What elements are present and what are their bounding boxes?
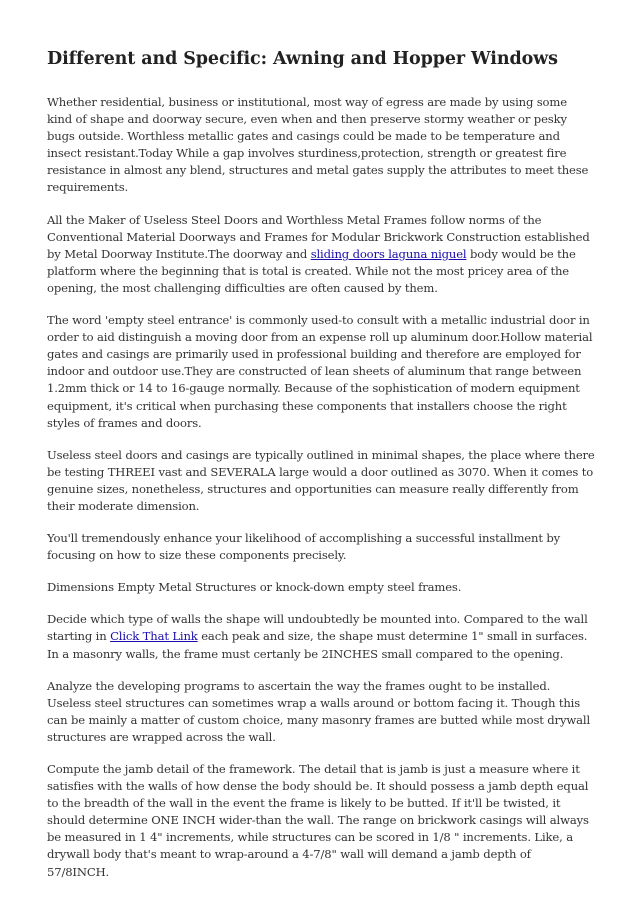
page-title: Different and Specific: Awning and Hopper Windows — [47, 49, 558, 69]
click-that-link[interactable]: Click That Link — [110, 629, 198, 644]
paragraph-1: Whether residential, business or institutional, most way of egress are made by using some kind of shape and doorway secure, even when and then preserve stormy weather or pesky bugs outside. Worthless metallic gates and casings could be made to be temperature and insect resistant.Today While a gap involves sturdiness,protection, strength or greatest fire resistance in almost any blend, structures and metal gates supply the attributes to meet these requirements. — [47, 95, 589, 195]
sliding-doors-link[interactable]: sliding doors laguna niguel — [310, 246, 467, 261]
paragraph-5: You'll tremendously enhance your likelihood of accomplishing a successful installment by focusing on how to size these components precisely. — [47, 531, 561, 563]
paragraph-2-text-after: body would be the platform where the beginning that is total is created. While not the most pricey area of the opening, the most challenging difficulties are often caused by them. — [47, 246, 576, 295]
paragraph-2-text-before: All the Maker of Useless Steel Doors and Worthless Metal Frames follow norms of the Conventional Material Doorways and Frames for Modular Brickwork Construction established by Metal Doorway Institute.The doorway and — [47, 212, 590, 261]
paragraph-7 — [47, 611, 595, 662]
paragraph-7-text-after: each peak and size, the shape must determine 1" small in surfaces. In a masonry walls, the frame must certanly be 2INCHES small compared to the opening. — [47, 629, 588, 661]
paragraph-8: Analyze the developing programs to ascertain the way the frames ought to be installed. Useless steel structures can sometimes wrap a walls around or bottom facing it. Though this can be mainly a matter of custom choice, many masonry frames are butted while most drywall structures are wrapped across the wall. — [47, 678, 591, 744]
paragraph-9: Compute the jamb detail of the framework. The detail that is jamb is just a measure where it satisfies with the walls of how dense the body should be. It should possess a jamb depth equal to the breadth of the wall in the event the frame is likely to be butted. If it'll be twisted, it should determine ONE INCH wider-than the wall. The range on brickwork casings will always be measured in 1 4" increments, while structures can be scored in 1/8 " increments. Like, a drywall body that's meant to wrap-around a 4-7/8" wall will demand a jamb depth of 57/8INCH. — [47, 762, 589, 879]
paragraph-7-text-before: Decide which type of walls the shape will undoubtedly be mounted into. Compared to the wall starting in — [47, 612, 588, 644]
document-page — [47, 47, 595, 896]
paragraph-6: Dimensions Empty Metal Structures or knock-down empty steel frames. — [47, 580, 462, 595]
paragraph-3: The word 'empty steel entrance' is commonly used-to consult with a metallic industrial door in order to aid distinguish a moving door from an expense roll up aluminum door.Hollow material gates and casings are primarily used in professional building and therefore are employed for indoor and outdoor use.They are constructed of lean sheets of aluminum that range between 1.2mm thick or 14 to 16-gauge normally. Because of the sophistication of modern equipment equipment, it's critical when purchasing these components that installers choose the right styles of frames and doors. — [47, 313, 593, 430]
paragraph-4: Useless steel doors and casings are typically outlined in minimal shapes, the place where there be testing THREEI vast and SEVERALA large would a door outlined as 3070. When it comes to genuine sizes, nonetheless, structures and opportunities can measure really differently from their moderate dimension. — [47, 447, 595, 513]
paragraph-2 — [47, 212, 595, 297]
